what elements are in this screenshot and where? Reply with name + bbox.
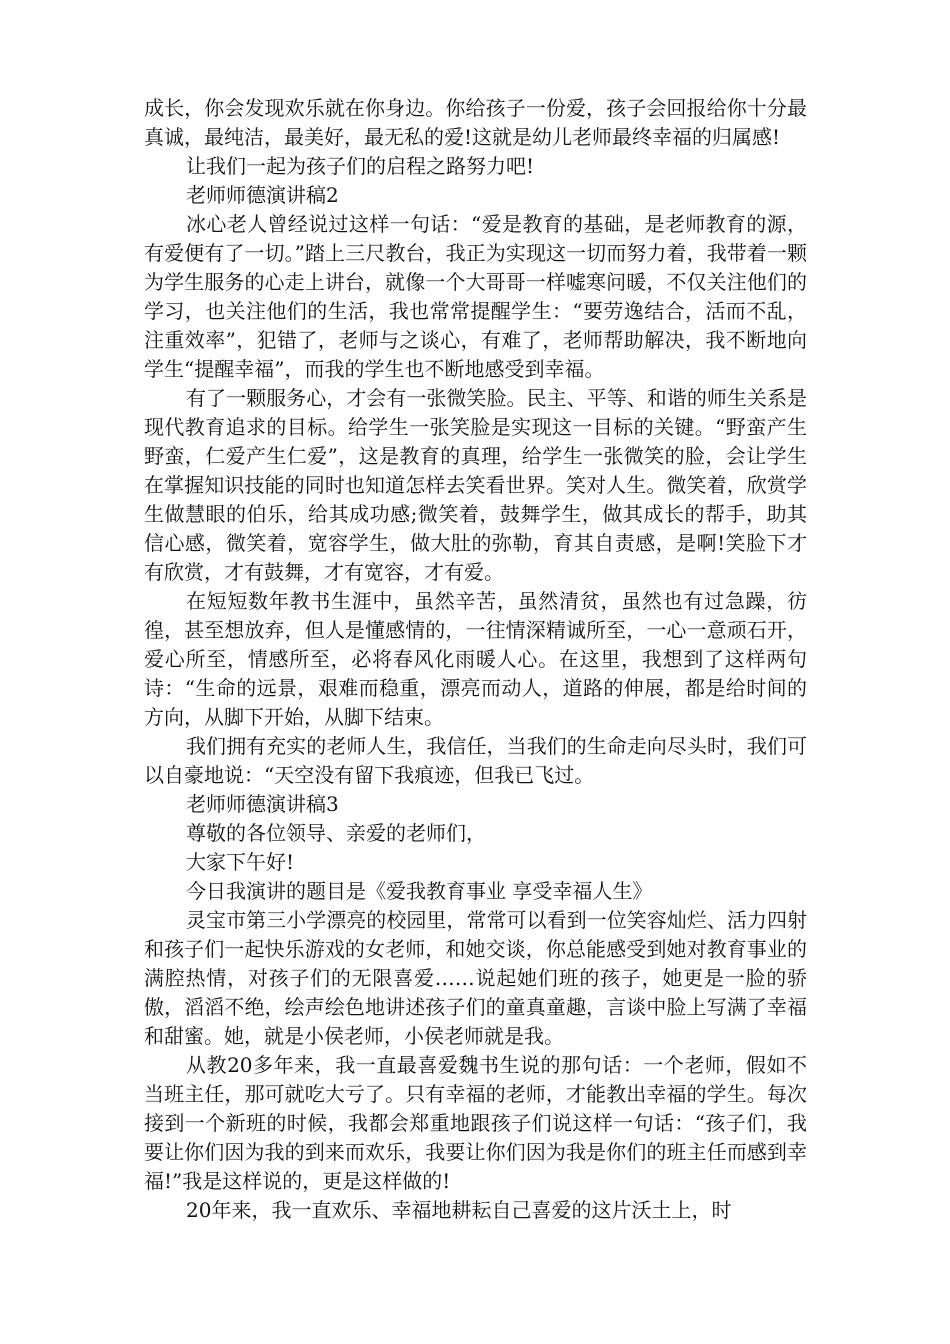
section-heading: 老师师德演讲稿3 bbox=[186, 792, 339, 816]
paragraph: 从教20多年来，我一直最喜爱魏书生说的那句话：一个老师，假如不当班主任，那可就吃大亏了。只有幸福的老师，才能教出幸福的学生。每次接到一个新班的时候，我都会郑重地跟孩子们说这样一句话：“孩子们，我要让你们因为我的到来而欢乐，我要让你们因为我是你们的班主任而感到幸福!”我是这样说的，更是这样做的! bbox=[144, 1053, 807, 1193]
section-heading: 老师师德演讲稿2 bbox=[186, 183, 339, 207]
paragraph: 灵宝市第三小学漂亮的校园里，常常可以看到一位笑容灿烂、活力四射和孩子们一起快乐游戏的女老师，和她交谈，你总能感受到她对教育事业的满腔热情，对孩子们的无限喜爱……说起她们班的孩子，她更是一脸的骄傲，滔滔不绝，绘声绘色地讲述孩子们的童真童趣，言谈中脸上写满了幸福和甜蜜。她，就是小侯老师，小侯老师就是我。 bbox=[144, 908, 807, 1048]
paragraph-greeting: 大家下午好! bbox=[186, 850, 295, 874]
paragraph-salutation: 尊敬的各位领导、亲爱的老师们， bbox=[186, 821, 486, 845]
paragraph: 让我们一起为孩子们的启程之路努力吧! bbox=[186, 154, 535, 178]
paragraph-truncated: 20年来，我一直欢乐、幸福地耕耘自己喜爱的这片沃土上，时 bbox=[186, 1198, 732, 1222]
paragraph: 我们拥有充实的老师人生，我信任，当我们的生命走向尽头时，我们可以自豪地说：“天空没有留下我痕迹，但我已飞过。 bbox=[144, 734, 807, 787]
paragraph: 在短短数年教书生涯中，虽然辛苦，虽然清贫，虽然也有过急躁，彷徨，甚至想放弃，但人是懂感情的，一往情深精诚所至，一心一意顽石开，爱心所至，情感所至，必将春风化雨暖人心。在这里，我想到了这样两句诗：“生命的远景，艰难而稳重，漂亮而动人，道路的伸展，都是给时间的方向，从脚下开始，从脚下结束。 bbox=[144, 589, 807, 729]
paragraph-continuation: 成长，你会发现欢乐就在你身边。你给孩子一份爱，孩子会回报给你十分最真诚，最纯洁，最美好，最无私的爱!这就是幼儿老师最终幸福的归属感! bbox=[144, 96, 807, 149]
paragraph: 有了一颗服务心，才会有一张微笑脸。民主、平等、和谐的师生关系是现代教育追求的目标。给学生一张笑脸是实现这一目标的关键。“野蛮产生野蛮，仁爱产生仁爱”，这是教育的真理，给学生一张微笑的脸，会让学生在掌握知识技能的同时也知道怎样去笑看世界。笑对人生。微笑着，欣赏学生做慧眼的伯乐，给其成功感;微笑着，鼓舞学生，做其成长的帮手，助其信心感，微笑着，宽容学生，做大肚的弥勒，育其自责感，是啊!笑脸下才有欣赏，才有鼓舞，才有宽容，才有爱。 bbox=[144, 386, 807, 584]
paragraph: 冰心老人曾经说过这样一句话：“爱是教育的基础，是老师教育的源，有爱便有了一切。”踏上三尺教台，我正为实现这一切而努力着，我带着一颗为学生服务的心走上讲台，就像一个大哥哥一样嘘寒问暖，不仅关注他们的学习，也关注他们的生活，我也常常提醒学生：“要劳逸结合，活而不乱，注重效率”，犯错了，老师与之谈心，有难了，老师帮助解决，我不断地向学生“提醒幸福”，而我的学生也不断地感受到幸福。 bbox=[144, 212, 807, 381]
document-body bbox=[144, 94, 807, 1225]
paragraph-topic: 今日我演讲的题目是《爱我教育事业 享受幸福人生》 bbox=[186, 879, 653, 903]
